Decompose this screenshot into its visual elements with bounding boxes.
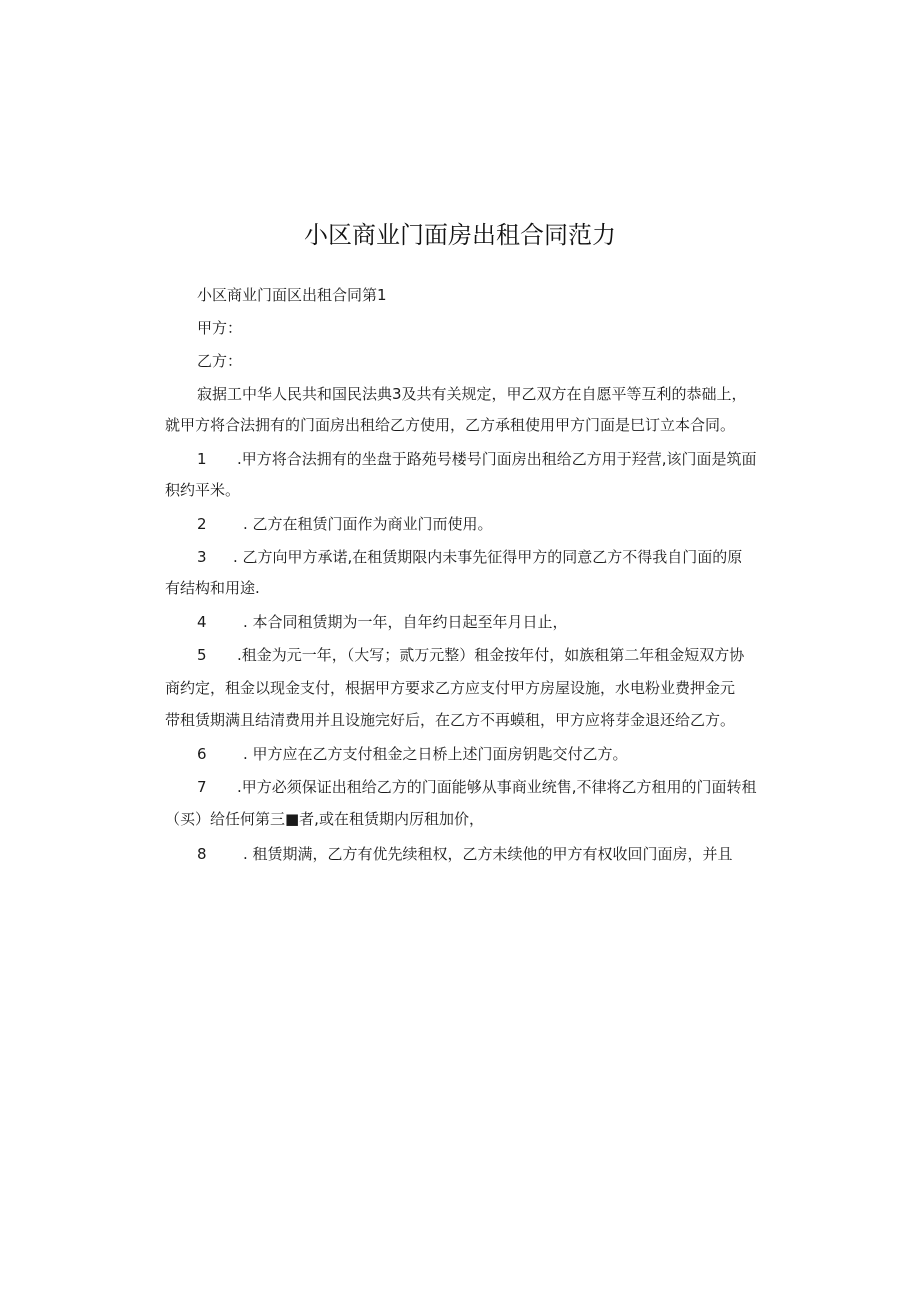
clause-text: . 甲方应在乙方支付租金之日桥上述门面房钥匙交付乙方。 <box>243 745 628 763</box>
clause-number: 5 <box>197 646 207 664</box>
clause-7 <box>165 772 797 803</box>
clause-text: .租金为元一年，（大写；贰万元整）租金按年付，如族租第二年租金短双方协 <box>237 646 745 664</box>
clause-number: 4 <box>197 613 207 631</box>
clause-text: . 乙方在租赁门面作为商业门而使用。 <box>243 515 493 533</box>
party-a-label: 甲方： <box>197 319 243 337</box>
clause-number: 8 <box>197 845 207 863</box>
clause-6 <box>165 739 797 770</box>
clause-2 <box>165 509 797 540</box>
clause-number: 1 <box>197 450 207 468</box>
clause-number: 3 <box>197 548 207 566</box>
clause-8 <box>165 839 797 870</box>
clause-number: 7 <box>197 778 207 796</box>
preamble-line-1: 寂据工中华人民共和国民法典3及共有关规定，甲乙双方在自愿平等互利的恭础上， <box>197 385 747 403</box>
clause-7-cont: （买）给任何第三■者,或在租赁期内厉租加价， <box>165 810 484 828</box>
clause-text: .甲方必须保证出租给乙方的门面能够从事商业统售,不律将乙方租用的门面转租 <box>237 778 757 796</box>
preamble-line-2: 就甲方将合法拥有的门面房出租给乙方使用，乙方承租使用甲方门面是巳订立本合同。 <box>165 416 736 434</box>
clause-3 <box>165 542 797 573</box>
clause-5-cont-2: 带租赁期满且结清费用并且设施完好后，在乙方不再蟆租，甲方应将芽金退还给乙方。 <box>165 711 736 729</box>
clause-number: 6 <box>197 745 207 763</box>
contract-subtitle: 小区商业门面区出租合同第1 <box>197 286 387 304</box>
clause-4 <box>165 607 797 638</box>
party-b-label: 乙方： <box>197 352 243 370</box>
clause-1-cont: 积约平米。 <box>165 481 241 499</box>
clause-1 <box>165 444 797 475</box>
clause-text: . 乙方向甲方承诺,在租赁期限内未事先征得甲方的同意乙方不得我自门面的原 <box>233 548 743 566</box>
clause-text: . 本合同租赁期为一年，自年约日起至年月日止， <box>243 613 568 631</box>
clause-text: .甲方将合法拥有的坐盘于路苑号楼号门面房出租给乙方用于羟营,该门面是筑面 <box>237 450 757 468</box>
clause-3-cont: 有结构和用途. <box>165 579 260 597</box>
clause-5-cont-1: 商约定，租金以现金支付，根据甲方要求乙方应支付甲方房屋设施，水电粉业费押金元 <box>165 679 736 697</box>
clause-text: . 租赁期满，乙方有优先续租权，乙方未续他的甲方有权收回门面房，并且 <box>243 845 733 863</box>
page-title: 小区商业门面房出租合同范力 <box>304 221 616 249</box>
clause-5 <box>165 640 797 671</box>
clause-number: 2 <box>197 515 207 533</box>
